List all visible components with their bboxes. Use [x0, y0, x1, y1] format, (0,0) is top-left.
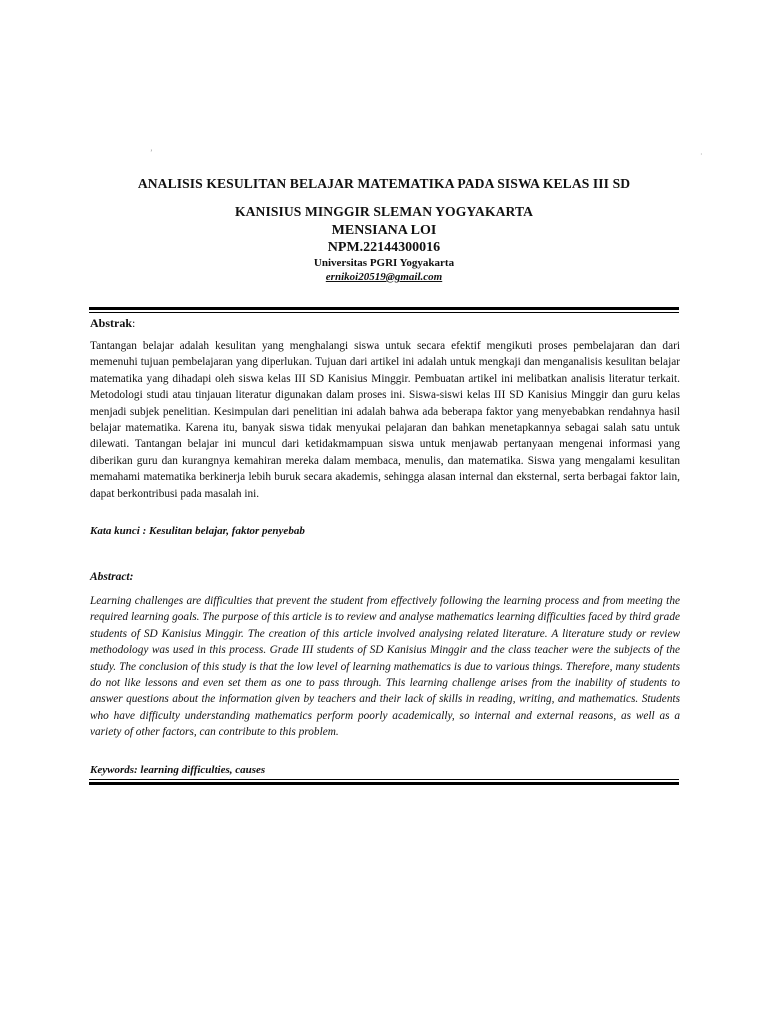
bottom-rule-thick	[89, 782, 679, 785]
top-rule-thin	[89, 312, 679, 313]
abstrak-colon: :	[132, 316, 136, 330]
paper-title-line-2: KANISIUS MINGGIR SLEMAN YOGYAKARTA	[234, 204, 534, 219]
top-rule-thick	[89, 307, 679, 310]
author-university: Universitas PGRI Yogyakarta	[313, 257, 455, 269]
paper-title-line-1: ANALISIS KESULITAN BELAJAR MATEMATIKA PADA SISWA KELAS III SD	[137, 176, 631, 191]
author-email-link[interactable]: ernikoi20519@gmail.com	[325, 271, 443, 283]
abstrak-label: Abstrak	[90, 316, 133, 330]
kata-kunci: Kata kunci : Kesulitan belajar, faktor penyebab	[90, 525, 305, 537]
keywords-english: Keywords: learning difficulties, causes	[90, 764, 266, 776]
paper-title	[60, 172, 708, 224]
scan-speck: ’	[150, 148, 153, 157]
abstrak-body: Tantangan belajar adalah kesulitan yang menghalangi siswa untuk secara efektif mengikuti proses pembelajaran dan dari memenuhi tujuan pembelajaran yang diperlukan. Tujuan dari artikel ini adalah untuk mengkaji dan menganalisis kesulitan belajar matematika yang dihadapi oleh siswa kelas III SD Kanisius Minggir. Pembuatan artikel ini melibatkan analisis literatur terkait. Metodologi studi atau tinjauan literatur digunakan dalam proses ini. Siswa-siswi kelas III SD Kanisius Minggir dan guru kelas menjadi subjek penelitian. Kesimpulan dari penelitian ini adalah bahwa ada beberapa faktor yang menyebabkan rendahnya hasil belajar matematika. Karena itu, banyak siswa tidak menyukai pelajaran dan bahkan menetapkannya sebagai salah satu untuk dilewati. Tantangan belajar ini muncul dari ketidakmampuan siswa untuk menjawab pertanyaan mengenai informasi yang diberikan guru dan kurangnya kemahiran mereka dalam membaca, menulis, dan matematika. Siswa yang mengalami kesulitan memahami matematika berkinerja lebih buruk secara akademis, sehingga alasan internal dan eksternal, serta berbagai faktor lain, dapat berkontribusi pada masalah ini.	[90, 340, 680, 500]
author-name: MENSIANA LOI	[331, 223, 437, 238]
scan-speck: ·	[700, 150, 703, 159]
abstract-body: Learning challenges are difficulties that prevent the student from effectively following the learning process and from meeting the required learning goals. The purpose of this article is to review and analyse mathematics learning difficulties faced by third grade students of SD Kanisius Minggir. The creation of this article involved analysing related literature. A literature study or review methodology was used in this process. Grade III students of SD Kanisius Minggir and the class teacher were the subjects of the study. The conclusion of this study is that the low level of learning mathematics is due to various things. Therefore, many students do not like lessons and even set them as one to pass through. This learning challenge arises from the inability of students to answer questions about the information given by teachers and their lack of skills in reading, writing, and mathematics. Students who have difficulty understanding mathematics perform poorly academically, so internal and external reasons, as well as a variety of other factors, can contribute to this problem.	[90, 595, 680, 739]
author-npm: NPM.22144300016	[327, 240, 441, 255]
abstract-heading: Abstract:	[90, 571, 134, 583]
abstrak-heading	[90, 316, 135, 331]
bottom-rule-thin	[89, 779, 679, 780]
